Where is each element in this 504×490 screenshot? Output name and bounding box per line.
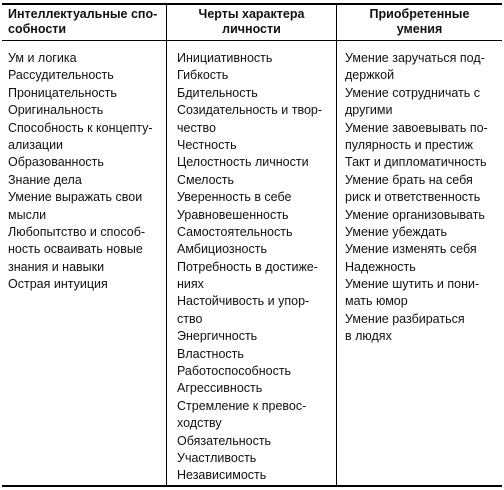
cell-line: Умение завоевывать по- [345,120,488,135]
cell-line: Образованность [8,155,104,170]
column-acquired-skills [336,5,502,485]
cell-line: Умение шутить и пони- [345,277,480,292]
cell-line: Смелость [177,172,235,187]
cell-line: Такт и дипломатичность [345,155,487,170]
cell-line: Умение сотрудничать с [345,85,481,100]
cell-line: Любопытство и способ- [8,224,146,239]
column-body [337,41,502,346]
cell-line: чество [177,120,216,135]
header-line: личности [222,22,281,36]
cell-line: Потребность в достиже- [177,259,318,274]
cell-line: ходству [177,416,222,431]
cell-line: Знание дела [8,172,82,187]
cell-line: Настойчивость и упор- [177,294,310,309]
column-header [167,5,336,41]
cell-line: в людях [345,329,392,344]
cell-line: Умение брать на себя [345,172,473,187]
cell-line: Целостность личности [177,155,309,170]
cell-line: держкой [345,68,395,83]
column-intellectual-abilities [2,5,166,485]
cell-line: ство [177,311,203,326]
cell-line: Стремление к превос- [177,398,307,413]
cell-line: Острая интуиция [8,277,108,292]
cell-line: Способность к концепту- [8,120,153,135]
column-header [337,5,502,41]
cell-line: Агрессивность [177,381,263,396]
cell-line: риск и ответственность [345,190,481,205]
column-personality-traits [166,5,336,485]
cell-line: Самостоятельность [177,224,293,239]
column-body [167,41,336,485]
cell-line: Умение выражать свои [8,190,143,205]
cell-line: Обязательность [177,433,272,448]
cell-line: Работоспособность [177,364,292,379]
cell-line: Надежность [345,259,416,274]
cell-line: Независимость [177,468,267,483]
header-line: собности [8,22,67,36]
cell-line: мать юмор [345,294,408,309]
cell-line: Уверенность в себе [177,190,292,205]
cell-line: Созидательность и твор- [177,103,323,118]
cell-line: Участливость [177,450,257,465]
column-body [2,41,166,293]
header-line: Интеллектуальные спо- [8,7,158,21]
column-header [2,5,166,41]
cell-line: Умение изменять себя [345,242,477,257]
cell-line: Инициативность [177,51,273,65]
cell-line: Бдительность [177,85,258,100]
cell-line: пулярность и престиж [345,137,474,152]
qualities-table [2,3,502,487]
cell-line: Уравновешенность [177,207,289,222]
cell-line: ализации [8,137,64,152]
header-line: умения [396,22,443,36]
cell-line: знания и навыки [8,259,105,274]
cell-line: Умение убеждать [345,224,448,239]
cell-line: Умение организовывать [345,207,485,222]
cell-line: ность осваивать новые [8,242,143,257]
cell-line: Ум и логика [8,51,77,65]
cell-line: другими [345,103,393,118]
cell-line: Проницательность [8,85,117,100]
cell-line: Умение разбираться [345,311,465,326]
cell-line: Честность [177,137,237,152]
cell-line: Рассудительность [8,68,114,83]
cell-line: Амбициозность [177,242,267,257]
cell-line: Оригинальность [8,103,104,118]
header-line: Черты характера [198,7,305,21]
cell-line: мысли [8,207,47,222]
cell-line: Энергичность [177,329,258,344]
cell-line: ниях [177,277,204,292]
cell-line: Умение заручаться под- [345,51,485,65]
cell-line: Властность [177,346,244,361]
header-line: Приобретенные [369,7,470,21]
cell-line: Гибкость [177,68,229,83]
